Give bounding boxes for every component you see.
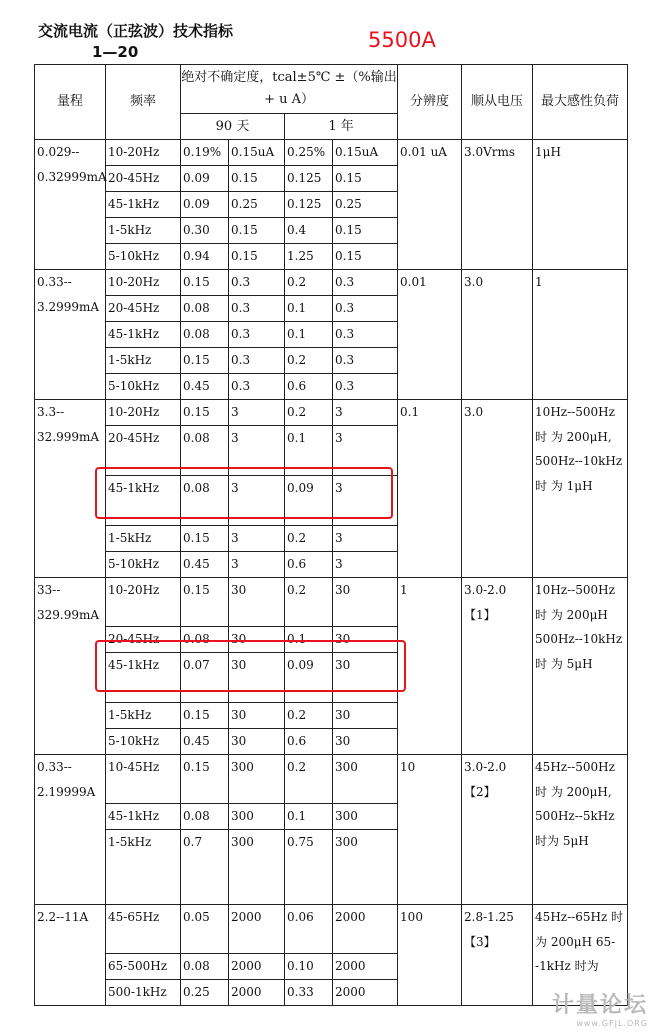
abs-90d-cell: 300 bbox=[229, 755, 285, 804]
frequency-cell: 45-1kHz bbox=[106, 653, 181, 703]
frequency-cell: 1-5kHz bbox=[106, 348, 181, 374]
header-resolution: 分辨度 bbox=[398, 65, 462, 140]
percent-1y-cell: 0.1 bbox=[285, 627, 333, 653]
abs-1y-cell: 3 bbox=[333, 552, 398, 578]
percent-90d-cell: 0.08 bbox=[181, 296, 229, 322]
watermark bbox=[552, 988, 648, 1028]
percent-90d-cell: 0.94 bbox=[181, 244, 229, 270]
percent-90d-cell: 0.45 bbox=[181, 374, 229, 400]
abs-90d-cell: 0.3 bbox=[229, 270, 285, 296]
header-compliance-voltage: 顺从电压 bbox=[462, 65, 533, 140]
abs-1y-cell: 30 bbox=[333, 627, 398, 653]
abs-1y-cell: 3 bbox=[333, 526, 398, 552]
resolution-cell: 0.01 uA bbox=[398, 140, 462, 270]
percent-1y-cell: 0.1 bbox=[285, 804, 333, 830]
abs-90d-cell: 0.15 bbox=[229, 166, 285, 192]
abs-90d-cell: 30 bbox=[229, 703, 285, 729]
percent-1y-cell: 0.2 bbox=[285, 526, 333, 552]
compliance-voltage-cell: 3.0-2.0 【1】 bbox=[462, 578, 533, 755]
resolution-cell: 0.01 bbox=[398, 270, 462, 400]
abs-1y-cell: 0.3 bbox=[333, 322, 398, 348]
abs-90d-cell: 0.3 bbox=[229, 348, 285, 374]
abs-90d-cell: 300 bbox=[229, 830, 285, 905]
abs-1y-cell: 0.3 bbox=[333, 296, 398, 322]
header-max-inductive-load: 最大感性负荷 bbox=[533, 65, 628, 140]
abs-1y-cell: 0.15 bbox=[333, 218, 398, 244]
doc-title: 交流电流（正弦波）技术指标 bbox=[38, 22, 234, 40]
range-cell: 3.3-- 32.999mA bbox=[35, 400, 106, 578]
abs-90d-cell: 3 bbox=[229, 400, 285, 426]
abs-90d-cell: 300 bbox=[229, 804, 285, 830]
abs-1y-cell: 0.3 bbox=[333, 270, 398, 296]
percent-1y-cell: 0.2 bbox=[285, 270, 333, 296]
compliance-voltage-cell: 3.0 bbox=[462, 400, 533, 578]
abs-90d-cell: 0.3 bbox=[229, 296, 285, 322]
compliance-voltage-cell: 3.0Vrms bbox=[462, 140, 533, 270]
frequency-cell: 20-45Hz bbox=[106, 426, 181, 476]
table-body bbox=[35, 65, 628, 1006]
frequency-cell: 5-10kHz bbox=[106, 244, 181, 270]
range-cell: 2.2--11A bbox=[35, 905, 106, 1006]
resolution-cell: 10 bbox=[398, 755, 462, 905]
abs-90d-cell: 0.15 bbox=[229, 218, 285, 244]
max-inductive-cell: 1 bbox=[533, 270, 628, 400]
percent-90d-cell: 0.08 bbox=[181, 627, 229, 653]
watermark-url: www.GFJL.ORG bbox=[576, 1019, 648, 1028]
percent-90d-cell: 0.19% bbox=[181, 140, 229, 166]
header-uncertainty: 绝对不确定度，tcal±5℃ ±（%输出+ u A） bbox=[181, 65, 398, 114]
abs-90d-cell: 3 bbox=[229, 552, 285, 578]
table-row bbox=[35, 140, 628, 166]
table-row bbox=[35, 578, 628, 627]
max-inductive-cell: 1μH bbox=[533, 140, 628, 270]
percent-1y-cell: 0.25% bbox=[285, 140, 333, 166]
percent-90d-cell: 0.08 bbox=[181, 954, 229, 980]
abs-1y-cell: 30 bbox=[333, 578, 398, 627]
percent-90d-cell: 0.15 bbox=[181, 400, 229, 426]
frequency-cell: 10-45Hz bbox=[106, 755, 181, 804]
abs-1y-cell: 0.15 bbox=[333, 166, 398, 192]
abs-90d-cell: 30 bbox=[229, 578, 285, 627]
max-inductive-cell: 10Hz--500Hz 时 为 200μH, 500Hz--10kHz 时 为 1μH bbox=[533, 400, 628, 578]
percent-1y-cell: 0.1 bbox=[285, 426, 333, 476]
abs-90d-cell: 0.3 bbox=[229, 322, 285, 348]
abs-1y-cell: 0.25 bbox=[333, 192, 398, 218]
abs-90d-cell: 30 bbox=[229, 627, 285, 653]
percent-90d-cell: 0.08 bbox=[181, 322, 229, 348]
highlight-box-1 bbox=[95, 467, 393, 519]
abs-1y-cell: 300 bbox=[333, 830, 398, 905]
abs-1y-cell: 30 bbox=[333, 729, 398, 755]
percent-90d-cell: 0.30 bbox=[181, 218, 229, 244]
range-cell: 0.33-- 2.19999A bbox=[35, 755, 106, 905]
header-frequency: 频率 bbox=[106, 65, 181, 140]
doc-subtitle: 1—20 bbox=[92, 43, 139, 61]
percent-1y-cell: 0.10 bbox=[285, 954, 333, 980]
abs-1y-cell: 2000 bbox=[333, 905, 398, 954]
percent-1y-cell: 0.1 bbox=[285, 322, 333, 348]
percent-1y-cell: 0.6 bbox=[285, 374, 333, 400]
abs-1y-cell: 3 bbox=[333, 426, 398, 476]
frequency-cell: 1-5kHz bbox=[106, 526, 181, 552]
abs-90d-cell: 2000 bbox=[229, 980, 285, 1006]
abs-90d-cell: 2000 bbox=[229, 905, 285, 954]
percent-1y-cell: 0.09 bbox=[285, 653, 333, 703]
abs-90d-cell: 0.3 bbox=[229, 374, 285, 400]
abs-90d-cell: 30 bbox=[229, 653, 285, 703]
percent-1y-cell: 0.2 bbox=[285, 703, 333, 729]
percent-90d-cell: 0.45 bbox=[181, 552, 229, 578]
frequency-cell: 45-1kHz bbox=[106, 804, 181, 830]
percent-1y-cell: 0.1 bbox=[285, 296, 333, 322]
header-1-year: 1 年 bbox=[285, 114, 398, 140]
percent-90d-cell: 0.08 bbox=[181, 804, 229, 830]
percent-90d-cell: 0.25 bbox=[181, 980, 229, 1006]
percent-90d-cell: 0.15 bbox=[181, 703, 229, 729]
abs-1y-cell: 300 bbox=[333, 804, 398, 830]
percent-1y-cell: 0.6 bbox=[285, 729, 333, 755]
header-90-days: 90 天 bbox=[181, 114, 285, 140]
compliance-voltage-cell: 3.0 bbox=[462, 270, 533, 400]
abs-90d-cell: 3 bbox=[229, 526, 285, 552]
frequency-cell: 10-20Hz bbox=[106, 140, 181, 166]
compliance-voltage-cell: 3.0-2.0 【2】 bbox=[462, 755, 533, 905]
percent-1y-cell: 0.6 bbox=[285, 552, 333, 578]
percent-1y-cell: 0.2 bbox=[285, 578, 333, 627]
percent-90d-cell: 0.15 bbox=[181, 526, 229, 552]
header-range: 量程 bbox=[35, 65, 106, 140]
percent-1y-cell: 0.75 bbox=[285, 830, 333, 905]
abs-90d-cell: 0.15 bbox=[229, 244, 285, 270]
abs-90d-cell: 3 bbox=[229, 476, 285, 526]
watermark-text: 计量论坛 bbox=[551, 993, 648, 1018]
percent-1y-cell: 0.2 bbox=[285, 755, 333, 804]
frequency-cell: 1-5kHz bbox=[106, 703, 181, 729]
percent-90d-cell: 0.15 bbox=[181, 578, 229, 627]
percent-1y-cell: 0.2 bbox=[285, 400, 333, 426]
abs-1y-cell: 2000 bbox=[333, 954, 398, 980]
max-inductive-cell: 45Hz--65Hz 时 为 200μH 65--1kHz 时为 bbox=[533, 905, 628, 1006]
frequency-cell: 45-65Hz bbox=[106, 905, 181, 954]
table-row bbox=[35, 270, 628, 296]
abs-90d-cell: 3 bbox=[229, 426, 285, 476]
percent-90d-cell: 0.07 bbox=[181, 653, 229, 703]
compliance-voltage-cell: 2.8-1.25 【3】 bbox=[462, 905, 533, 1006]
abs-1y-cell: 300 bbox=[333, 755, 398, 804]
abs-1y-cell: 0.15 bbox=[333, 244, 398, 270]
percent-1y-cell: 0.4 bbox=[285, 218, 333, 244]
percent-90d-cell: 0.08 bbox=[181, 426, 229, 476]
percent-1y-cell: 0.2 bbox=[285, 348, 333, 374]
abs-1y-cell: 3 bbox=[333, 476, 398, 526]
frequency-cell: 5-10kHz bbox=[106, 552, 181, 578]
frequency-cell: 1-5kHz bbox=[106, 218, 181, 244]
abs-1y-cell: 30 bbox=[333, 703, 398, 729]
abs-1y-cell: 2000 bbox=[333, 980, 398, 1006]
percent-1y-cell: 0.33 bbox=[285, 980, 333, 1006]
frequency-cell: 10-20Hz bbox=[106, 400, 181, 426]
frequency-cell: 5-10kHz bbox=[106, 374, 181, 400]
header-row bbox=[35, 65, 628, 114]
abs-1y-cell: 0.3 bbox=[333, 374, 398, 400]
ac-current-spec-table bbox=[34, 64, 628, 1006]
percent-90d-cell: 0.09 bbox=[181, 166, 229, 192]
percent-90d-cell: 0.15 bbox=[181, 270, 229, 296]
frequency-cell: 20-45Hz bbox=[106, 166, 181, 192]
percent-1y-cell: 0.09 bbox=[285, 476, 333, 526]
frequency-cell: 1-5kHz bbox=[106, 830, 181, 905]
resolution-cell: 1 bbox=[398, 578, 462, 755]
frequency-cell: 10-20Hz bbox=[106, 578, 181, 627]
range-cell: 0.029-- 0.32999mA bbox=[35, 140, 106, 270]
abs-90d-cell: 0.25 bbox=[229, 192, 285, 218]
table-row bbox=[35, 400, 628, 426]
percent-1y-cell: 0.06 bbox=[285, 905, 333, 954]
percent-90d-cell: 0.05 bbox=[181, 905, 229, 954]
frequency-cell: 5-10kHz bbox=[106, 729, 181, 755]
abs-1y-cell: 0.3 bbox=[333, 348, 398, 374]
percent-90d-cell: 0.45 bbox=[181, 729, 229, 755]
frequency-cell: 45-1kHz bbox=[106, 476, 181, 526]
abs-1y-cell: 0.15uA bbox=[333, 140, 398, 166]
percent-90d-cell: 0.7 bbox=[181, 830, 229, 905]
table-row bbox=[35, 755, 628, 804]
frequency-cell: 65-500Hz bbox=[106, 954, 181, 980]
abs-90d-cell: 2000 bbox=[229, 954, 285, 980]
percent-90d-cell: 0.08 bbox=[181, 476, 229, 526]
percent-90d-cell: 0.15 bbox=[181, 755, 229, 804]
percent-1y-cell: 0.125 bbox=[285, 192, 333, 218]
percent-90d-cell: 0.09 bbox=[181, 192, 229, 218]
percent-1y-cell: 0.125 bbox=[285, 166, 333, 192]
abs-90d-cell: 30 bbox=[229, 729, 285, 755]
percent-1y-cell: 1.25 bbox=[285, 244, 333, 270]
percent-90d-cell: 0.15 bbox=[181, 348, 229, 374]
frequency-cell: 20-45Hz bbox=[106, 296, 181, 322]
range-cell: 0.33-- 3.2999mA bbox=[35, 270, 106, 400]
frequency-cell: 500-1kHz bbox=[106, 980, 181, 1006]
abs-90d-cell: 0.15uA bbox=[229, 140, 285, 166]
max-inductive-cell: 10Hz--500Hz 时 为 200μH 500Hz--10kHz 时 为 5μH bbox=[533, 578, 628, 755]
resolution-cell: 100 bbox=[398, 905, 462, 1006]
frequency-cell: 20-45Hz bbox=[106, 627, 181, 653]
model-label: 5500A bbox=[368, 28, 436, 52]
resolution-cell: 0.1 bbox=[398, 400, 462, 578]
frequency-cell: 45-1kHz bbox=[106, 322, 181, 348]
frequency-cell: 45-1kHz bbox=[106, 192, 181, 218]
frequency-cell: 10-20Hz bbox=[106, 270, 181, 296]
abs-1y-cell: 30 bbox=[333, 653, 398, 703]
table-row bbox=[35, 905, 628, 954]
range-cell: 33-- 329.99mA bbox=[35, 578, 106, 755]
max-inductive-cell: 45Hz--500Hz 时 为 200μH, 500Hz--5kHz 时为 5μH bbox=[533, 755, 628, 905]
abs-1y-cell: 3 bbox=[333, 400, 398, 426]
highlight-box-2 bbox=[95, 640, 406, 692]
